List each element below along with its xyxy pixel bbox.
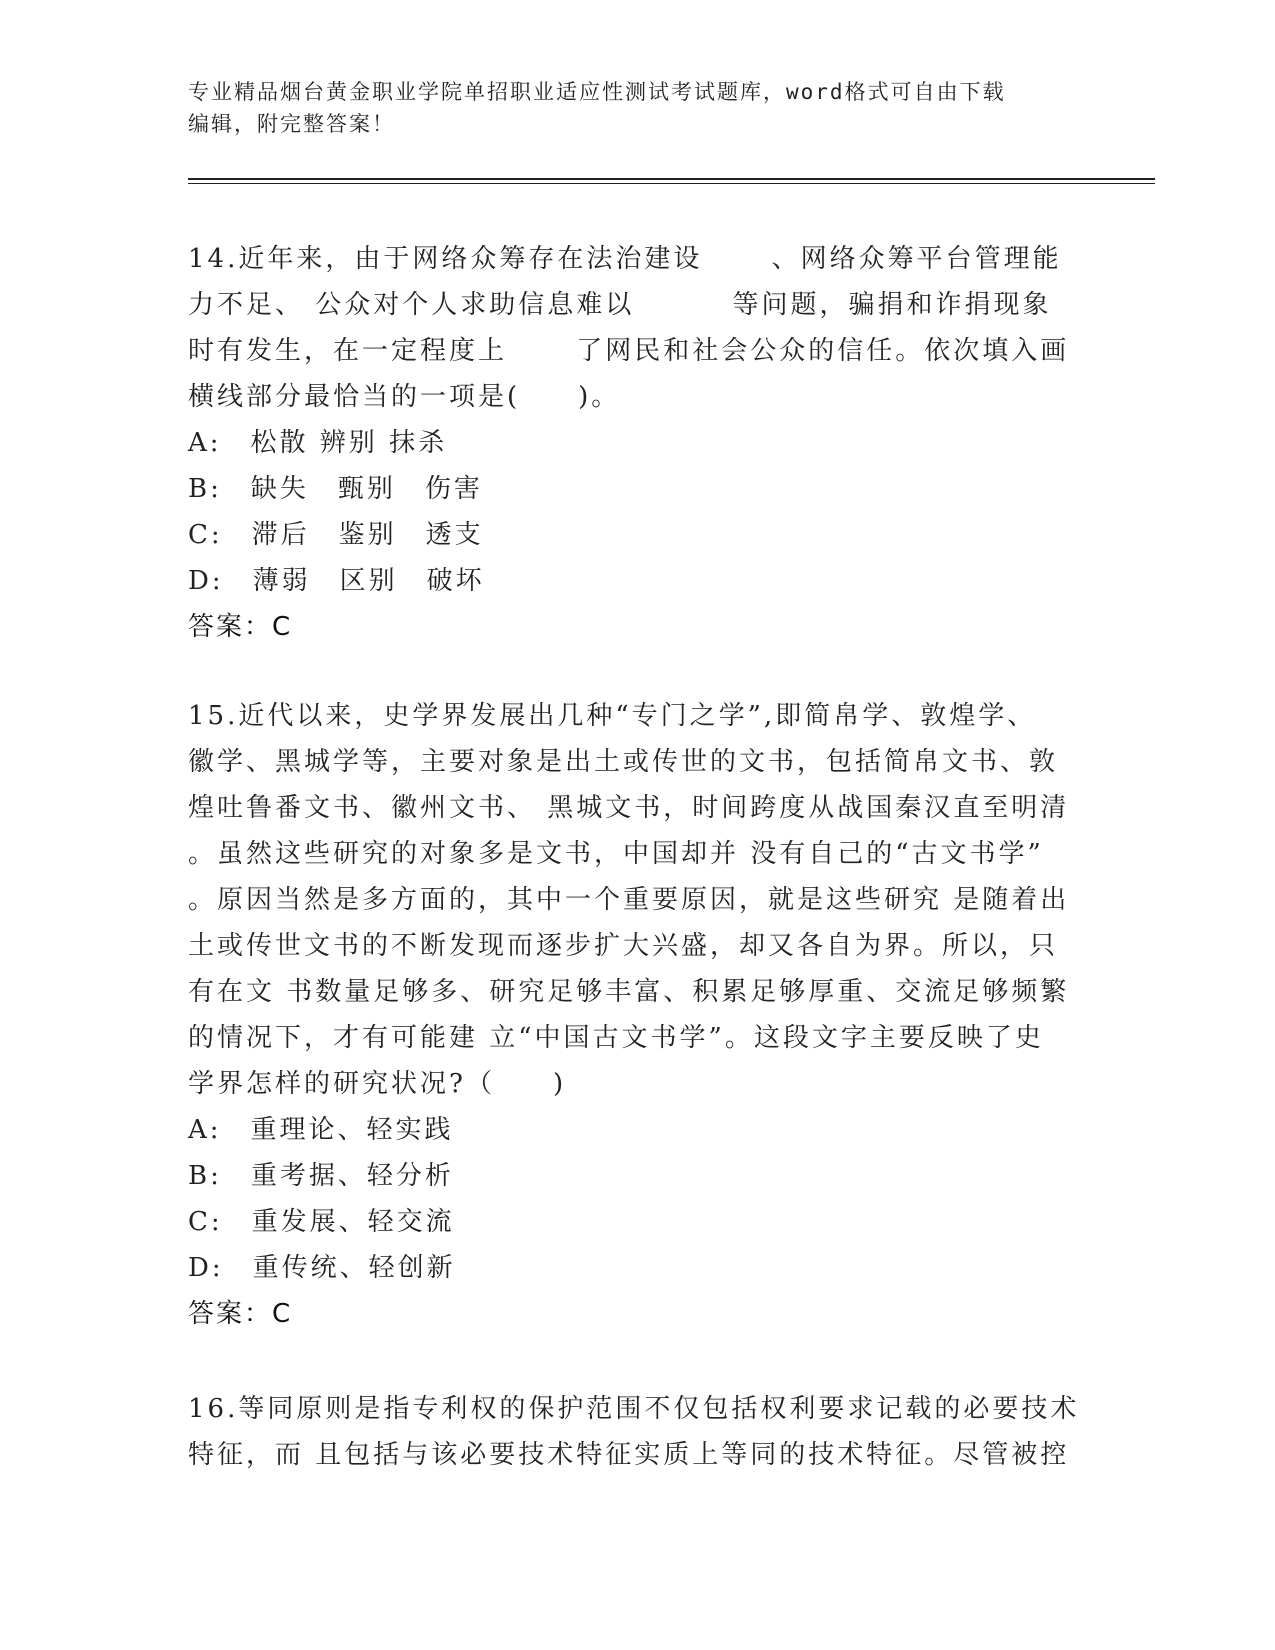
option-a: A: 松散 辨别 抹杀 — [188, 428, 448, 458]
header-line-1: 专业精品烟台黄金职业学院单招职业适应性测试考试题库，word格式可自由下载 — [188, 80, 1006, 104]
option-c: C: 重发展、轻交流 — [188, 1207, 455, 1237]
question-line: 土或传世文书的不断发现而逐步扩大兴盛，却又各自为界。所以，只 — [188, 931, 1059, 961]
header-divider-thick — [188, 178, 1155, 180]
question-line: 时有发生，在一定程度上 了网民和社会公众的信任。依次填入画 — [188, 336, 1070, 366]
page-header — [188, 76, 1088, 140]
question-line: 有在文 书数量足够多、研究足够丰富、积累足够厚重、交流足够频繁 — [188, 977, 1070, 1007]
option-b: B: 重考据、轻分析 — [188, 1161, 454, 1191]
question-line: 特征，而 且包括与该必要技术特征实质上等同的技术特征。尽管被控 — [188, 1440, 1070, 1470]
question-14 — [188, 236, 1068, 650]
question-line: 。虽然这些研究的对象多是文书，中国却并 没有自己的“古文书学” — [188, 839, 1044, 869]
option-d: D: 薄弱 区别 破坏 — [188, 566, 485, 596]
header-divider-thin — [188, 183, 1155, 184]
question-line: 14.近年来，由于网络众筹存在法治建设 、网络众筹平台管理能 — [188, 244, 1062, 274]
option-d: D: 重传统、轻创新 — [188, 1253, 456, 1283]
question-line: 徽学、黑城学等，主要对象是出土或传世的文书，包括简帛文书、敦 — [188, 747, 1059, 777]
option-c: C: 滞后 鉴别 透支 — [188, 520, 484, 550]
question-line: 15.近代以来，史学界发展出几种“专门之学”,即简帛学、敦煌学、 — [188, 701, 1037, 731]
option-a: A: 重理论、轻实践 — [188, 1115, 454, 1145]
question-line: 横线部分最恰当的一项是( )。 — [188, 382, 621, 412]
question-line: 煌吐鲁番文书、徽州文书、 黑城文书，时间跨度从战国秦汉直至明清 — [188, 793, 1070, 823]
header-line-2: 编辑，附完整答案！ — [188, 112, 395, 136]
question-line: 。原因当然是多方面的，其中一个重要原因，就是这些研究 是随着出 — [188, 885, 1070, 915]
answer: 答案：C — [188, 612, 293, 642]
question-line: 学界怎样的研究状况?（ ) — [188, 1069, 567, 1099]
question-line: 的情况下，才有可能建 立“中国古文书学”。这段文字主要反映了史 — [188, 1023, 1044, 1053]
question-15 — [188, 693, 1068, 1337]
question-16 — [188, 1386, 1080, 1478]
question-line: 16.等同原则是指专利权的保护范围不仅包括权利要求记载的必要技术 — [188, 1394, 1080, 1424]
answer: 答案：C — [188, 1299, 293, 1329]
option-b: B: 缺失 甄别 伤害 — [188, 474, 483, 504]
question-line: 力不足、 公众对个人求助信息难以 等问题，骗捐和诈捐现象 — [188, 290, 1052, 320]
